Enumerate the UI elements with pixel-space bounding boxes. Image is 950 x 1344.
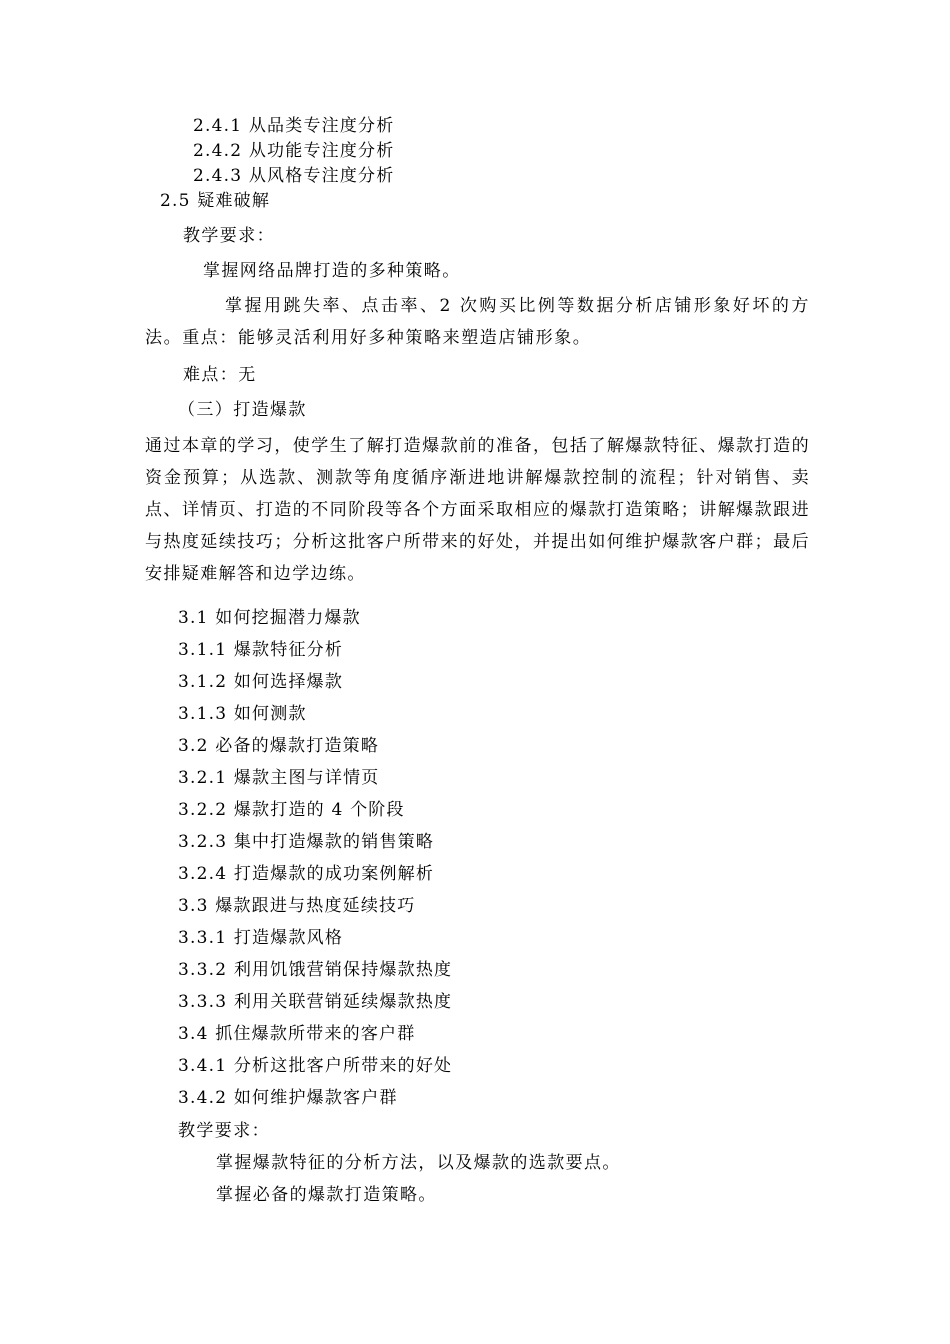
requirement-paragraph: 掌握用跳失率、点击率、2 次购买比例等数据分析店铺形象好坏的方法。重点：能够灵活利用好多种策略来塑造店铺形象。 xyxy=(145,296,810,348)
teaching-requirements-label: 教学要求： xyxy=(183,226,275,246)
outline-item: 3.3.2 利用饥饿营销保持爆款热度 xyxy=(178,960,453,980)
outline-item-2-4-1: 2.4.1 从品类专注度分析 xyxy=(193,116,395,136)
chapter-intro-paragraph: 通过本章的学习，使学生了解打造爆款前的准备，包括了解爆款特征、爆款打造的资金预算；从选款、测款等角度循序渐进地讲解爆款控制的流程；针对销售、卖点、详情页、打造的不同阶段等各个方面采取相应的爆款打造策略；讲解爆款跟进与热度延续技巧；分析这批客户所带来的好处，并提出如何维护爆款客户群；最后安排疑难解答和边学边练。 xyxy=(145,436,810,584)
outline-item: 3.4 抓住爆款所带来的客户群 xyxy=(178,1024,416,1044)
outline-item: 3.3.1 打造爆款风格 xyxy=(178,928,344,948)
outline-item: 3.2.2 爆款打造的 4 个阶段 xyxy=(178,800,405,820)
difficulty-text: 难点：无 xyxy=(183,365,257,385)
outline-item: 3.4.2 如何维护爆款客户群 xyxy=(178,1088,398,1108)
outline-item: 3.3.3 利用关联营销延续爆款热度 xyxy=(178,992,453,1012)
requirement-text: 掌握必备的爆款打造策略。 xyxy=(216,1185,437,1205)
outline-item: 3.1.2 如何选择爆款 xyxy=(178,672,344,692)
outline-item: 3.4.1 分析这批客户所带来的好处 xyxy=(178,1056,453,1076)
teaching-requirements-label: 教学要求： xyxy=(178,1121,270,1141)
requirement-text: 掌握爆款特征的分析方法，以及爆款的选款要点。 xyxy=(216,1153,621,1173)
outline-item: 3.2.4 打造爆款的成功案例解析 xyxy=(178,864,435,884)
outline-item: 3.3 爆款跟进与热度延续技巧 xyxy=(178,896,416,916)
outline-item: 3.1 如何挖掘潜力爆款 xyxy=(178,608,361,628)
outline-item: 3.2.3 集中打造爆款的销售策略 xyxy=(178,832,435,852)
outline-item: 3.2 必备的爆款打造策略 xyxy=(178,736,380,756)
outline-item: 3.1.1 爆款特征分析 xyxy=(178,640,344,660)
requirement-text: 掌握网络品牌打造的多种策略。 xyxy=(203,261,461,281)
outline-item: 3.1.3 如何测款 xyxy=(178,704,307,724)
outline-item-2-5: 2.5 疑难破解 xyxy=(160,191,271,211)
outline-item-2-4-2: 2.4.2 从功能专注度分析 xyxy=(193,141,395,161)
chapter-heading: （三）打造爆款 xyxy=(178,400,307,420)
outline-item: 3.2.1 爆款主图与详情页 xyxy=(178,768,380,788)
outline-item-2-4-3: 2.4.3 从风格专注度分析 xyxy=(193,166,395,186)
